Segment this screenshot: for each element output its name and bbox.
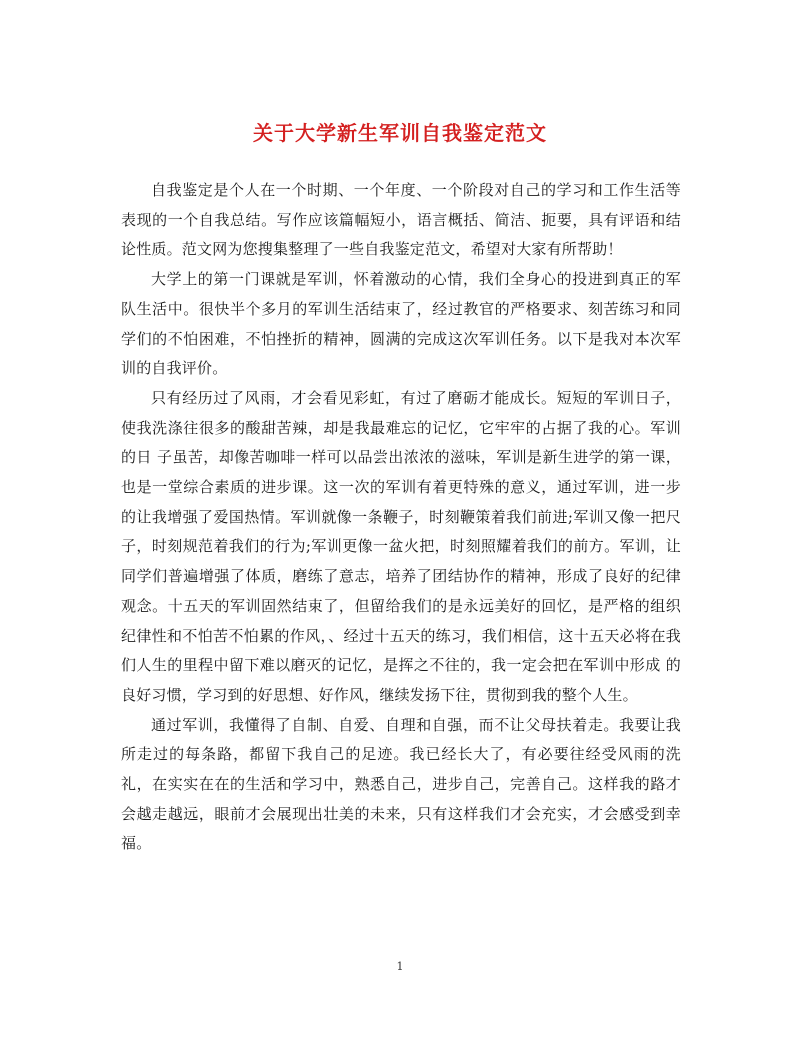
paragraph-conclusion: 通过军训，我懂得了自制、自爱、自理和自强，而不让父母扶着走。我要让我所走过的每条路，都留下我自己的足迹。我已经长大了，有必要往经受风雨的洗礼，在实实在在的生活和学习中，熟悉自己，进步自己，完善自己。这样我的路才会越走越远，眼前才会展现出壮美的未来，只有这样我们才会充实，才会感受到幸福。 — [121, 715, 681, 853]
document-body — [121, 176, 681, 859]
page-number: 1 — [396, 960, 404, 973]
paragraph-intro: 自我鉴定是个人在一个时期、一个年度、一个阶段对自己的学习和工作生活等表现的一个自我总结。写作应该篇幅短小，语言概括、简洁、扼要，具有评语和结论性质。范文网为您搜集整理了一些自我鉴定范文，希望对大家有所帮助！ — [121, 181, 681, 259]
paragraph-rainbow: 只有经历过了风雨，才会看见彩虹，有过了磨砺才能成长。短短的军训日子，使我洗涤往很多的酸甜苦辣，却是我最难忘的记忆，它牢牢的占据了我的心。军训的日 子虽苦，却像苦咖啡一样可以品尝出浓浓的滋味，军训是新生进学的第一课，也是一堂综合素质的进步课。这一次的军训有着更特殊的意义，通过军训，进一步的让我增强了爱国热情。军训就像一条鞭子，时刻鞭策着我们前进;军训又像一把尺子，时刻规范着我们的行为;军训更像一盆火把，时刻照耀着我们的前方。军训，让 同学们普遍增强了体质，磨练了意志，培养了团结协作的精神，形成了良好的纪律观念。十五天的军训固然结束了，但留给我们的是永远美好的回忆，是严格的组织纪律性和不怕苦不怕累的作风，、经过十五天的练习，我们相信，这十五天必将在我们人生的里程中留下难以磨灭的记忆，是挥之不往的，我一定会把在军训中形成 的良好习惯，学习到的好思想、好作风，继续发扬下往，贯彻到我的整个人生。 — [121, 388, 681, 704]
document-title: 关于大学新生军训自我鉴定范文 — [253, 121, 547, 145]
paragraph-first-lesson: 大学上的第一门课就是军训，怀着激动的心情，我们全身心的投进到真正的军队生活中。很快半个多月的军训生活结束了，经过教官的严格要求、刻苦练习和同学们的不怕困难，不怕挫折的精神，圆满的完成这次军训任务。以下是我对本次军训的自我评价。 — [121, 270, 681, 378]
